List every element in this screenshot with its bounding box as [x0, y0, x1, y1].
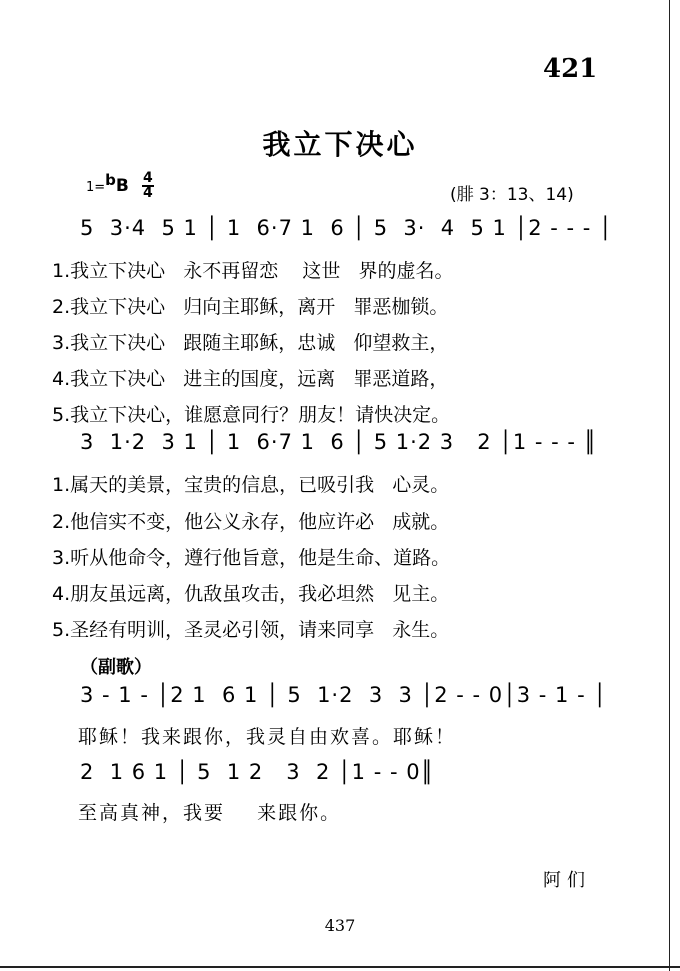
- lyric-line: 1.我立下决心 永不再留恋 这世 界的虚名。: [52, 260, 454, 282]
- lyric-line: 2.我立下决心 归向主耶稣，离开 罪恶枷锁。: [52, 296, 449, 318]
- lyric-line: 1.属天的美景，宝贵的信息，已吸引我 心灵。: [52, 474, 450, 496]
- lyric-line: 2.他信实不变，他公义永存，他应许必 成就。: [52, 511, 450, 533]
- lyric-line: 5.我立下决心，谁愿意同行？朋友！请快决定。: [52, 404, 451, 426]
- chorus-notation-line: 3 - 1 - │2 1 6 1 │ 5 1·2 3 3 │2 - - 0│3 - 1 - │: [80, 683, 607, 707]
- chorus-lyric-line: 至高真神，我要 来跟你。: [78, 802, 342, 824]
- lyric-line: 3.我立下决心 跟随主耶稣，忠诚 仰望救主，: [52, 332, 449, 354]
- key-note: B: [115, 176, 129, 196]
- hymn-number: 421: [543, 54, 598, 84]
- key-prefix: 1=: [86, 180, 106, 195]
- lyric-line: 3.听从他命令，遵行他旨意，他是生命、道路。: [52, 547, 451, 569]
- chorus-lyric-line: 耶稣！我来跟你，我灵自由欢喜。耶稣！: [78, 726, 457, 748]
- notation-line: 3 1·2 3 1 │ 1 6·7 1 6 │ 5 1·2 3 2 │1 - - - ║: [80, 430, 598, 454]
- key-signature: [86, 172, 154, 200]
- notation-line: 5 3·4 5 1 │ 1 6·7 1 6 │ 5 3· 4 5 1 │2 - - - │: [80, 216, 613, 240]
- hymn-title: 我立下决心: [262, 128, 418, 161]
- chorus-label: （副歌）: [80, 657, 152, 678]
- page-bottom-line: [0, 966, 680, 968]
- amen-text: 阿们: [543, 870, 591, 891]
- lyric-line: 4.我立下决心 进主的国度，远离 罪恶道路，: [52, 368, 449, 390]
- chorus-notation-line: 2 1 6 1 │ 5 1 2 3 2 │1 - - 0║: [80, 760, 435, 784]
- key-flat: b: [105, 171, 116, 189]
- time-top: 4: [142, 170, 153, 186]
- time-signature: [142, 172, 154, 200]
- scripture-reference: (腓 3：13、14): [450, 185, 574, 205]
- lyric-line: 5.圣经有明训，圣灵必引领，请来同享 永生。: [52, 619, 450, 641]
- time-bottom: 4: [142, 185, 153, 201]
- page-number: 437: [324, 916, 356, 935]
- lyric-line: 4.朋友虽远离，仇敌虽攻击，我必坦然 见主。: [52, 583, 450, 605]
